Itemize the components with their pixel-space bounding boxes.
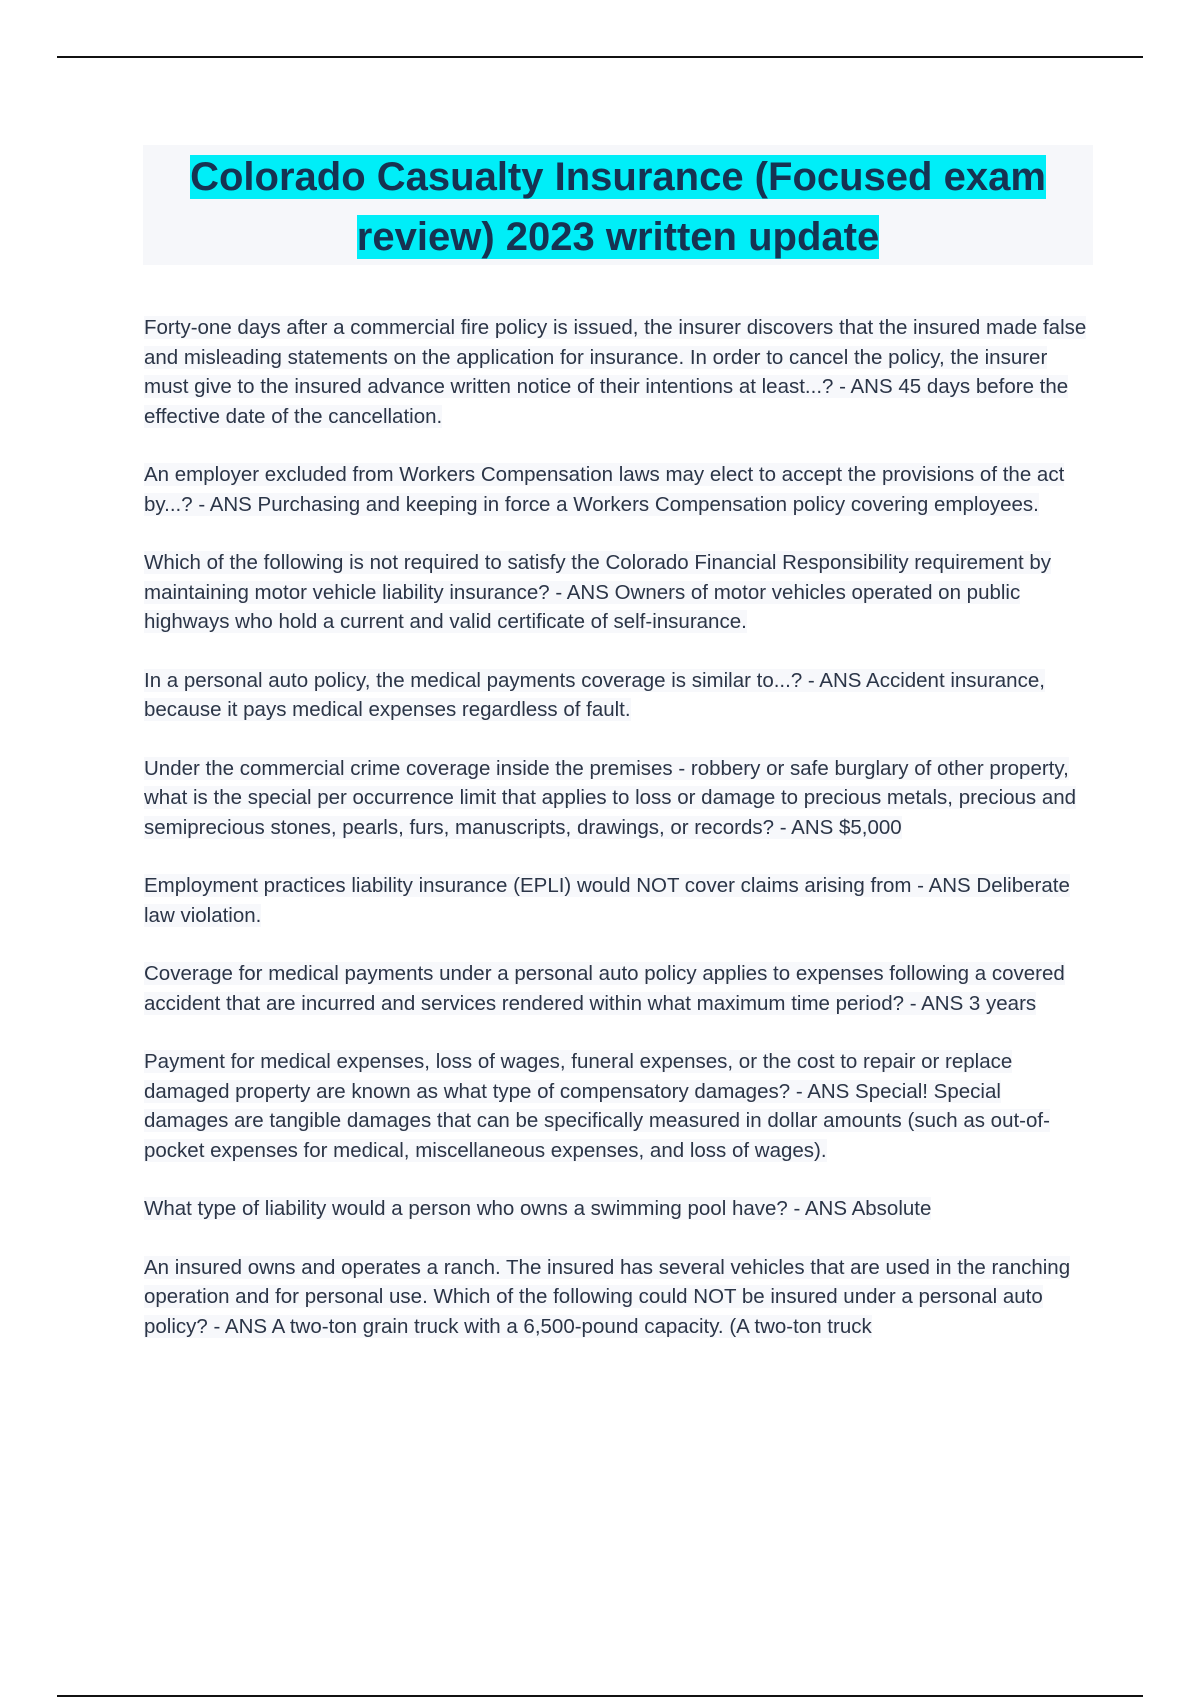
qa-text: Under the commercial crime coverage inside the premises - robbery or safe burglary of other property, what is the special per occurrence limit that applies to loss or damage to precious metals, precious and semiprecious stones, pearls, furs, manuscripts, drawings, or records? - ANS $5,000 (144, 756, 1077, 839)
qa-item (144, 666, 1089, 725)
qa-item (144, 1194, 1089, 1224)
qa-item (144, 460, 1089, 519)
top-rule (57, 56, 1143, 58)
qa-item (144, 1253, 1089, 1342)
qa-item (144, 959, 1089, 1018)
qa-text: An employer excluded from Workers Compensation laws may elect to accept the provisions of the act by...? - ANS Purchasing and keeping in force a Workers Compensation policy covering employees. (144, 463, 1065, 516)
title-line-2: review) 2023 written update (356, 215, 880, 259)
qa-text: In a personal auto policy, the medical payments coverage is similar to...? - ANS Accident insurance, because it pays medical expenses regardless of fault. (144, 668, 1045, 721)
qa-item (144, 548, 1089, 637)
qa-text: An insured owns and operates a ranch. The insured has several vehicles that are used in the ranching operation and for personal use. Which of the following could NOT be insured under a personal auto policy? - ANS A two-ton grain truck with a 6,500-pound capacity. (A two-ton truck (144, 1255, 1071, 1338)
title-block (143, 145, 1093, 265)
qa-text: Forty-one days after a commercial fire policy is issued, the insurer discovers that the insured made false and misleading statements on the application for insurance. In order to cancel the policy, the insurer must give to the insured advance written notice of their intentions at least...? - ANS 45 days before the effective date of the cancellation. (144, 316, 1087, 428)
qa-item (144, 313, 1089, 431)
page-title (143, 145, 1093, 267)
qa-item (144, 754, 1089, 843)
qa-text: Which of the following is not required to satisfy the Colorado Financial Responsibility requirement by maintaining motor vehicle liability insurance? - ANS Owners of motor vehicles operated on public highways who hold a current and valid certificate of self-insurance. (144, 551, 1052, 633)
qa-item (144, 1047, 1089, 1165)
qa-text: What type of liability would a person who owns a swimming pool have? - ANS Absolute (144, 1197, 932, 1220)
title-line-1: Colorado Casualty Insurance (Focused exam (190, 155, 1046, 199)
qa-text: Coverage for medical payments under a personal auto policy applies to expenses following a covered accident that are incurred and services rendered within what maximum time period? - ANS 3 years (144, 962, 1065, 1015)
qa-item (144, 871, 1089, 930)
qa-text: Payment for medical expenses, loss of wages, funeral expenses, or the cost to repair or replace damaged property are known as what type of compensatory damages? - ANS Special! Special damages are tangible damages that can be specifically measured in dollar amounts (such as out-of-pocket expenses for medical, miscellaneous expenses, and loss of wages). (144, 1050, 1050, 1162)
bottom-rule (57, 1695, 1143, 1697)
qa-text: Employment practices liability insurance (EPLI) would NOT cover claims arising from - ANS Deliberate law violation. (144, 874, 1070, 927)
question-answer-list (144, 313, 1089, 1370)
